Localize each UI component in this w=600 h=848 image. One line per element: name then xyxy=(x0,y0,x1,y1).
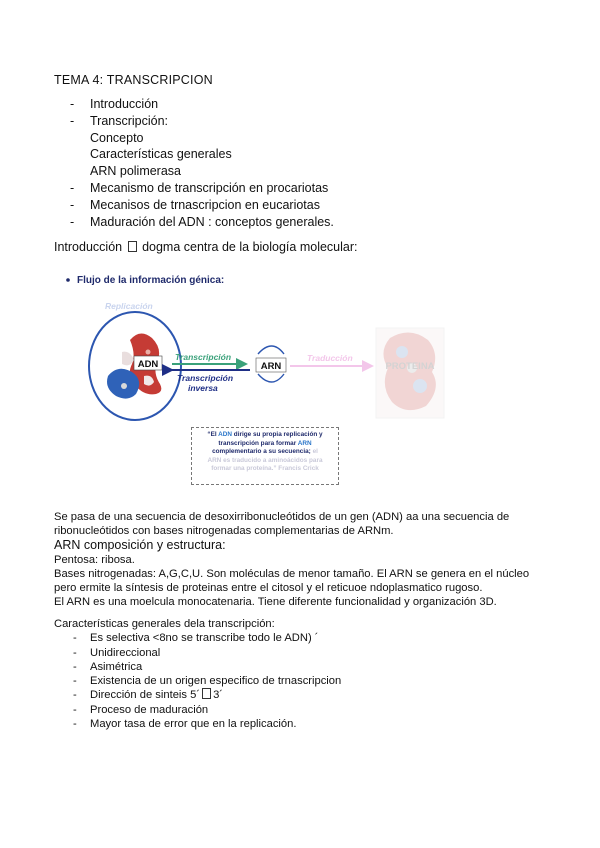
outline-item: - Maduración del ADN : conceptos generales. xyxy=(70,214,334,229)
label-transcripcion-inversa: Transcripción xyxy=(177,373,234,383)
intro-line: Introducción dogma centra de la biología molecular: xyxy=(54,240,358,254)
label-traduccion: Traducción xyxy=(307,353,353,363)
label-proteina: PROTEINA xyxy=(385,361,435,372)
section-heading: Características generales dela transcripción: xyxy=(54,618,275,630)
outline-item: - Introducción xyxy=(70,97,159,111)
crick-quote-box: “El ADN dirige su propia replicación y transcripción para formar ARN complementario a su secuencia; el ARN es traducido a aminoácidos para formar una proteína.” Francis Crick xyxy=(191,427,339,485)
list-item: - Unidireccional xyxy=(73,646,161,659)
list-item: - Es selectiva <8no se transcribe todo le ADN) ´ xyxy=(73,632,319,645)
label-inversa: inversa xyxy=(188,383,218,393)
missing-glyph-icon xyxy=(128,241,137,252)
outline-item: - Mecanismo de transcripción en procariotas xyxy=(70,180,329,195)
outline-item-text: Mecanisos de trnascripcion en eucariotas xyxy=(90,197,320,212)
body-line: El ARN es una moelcula monocatenaria. Tiene diferente funcionalidad y organización 3D. xyxy=(54,596,497,609)
topic-outline xyxy=(70,96,334,230)
outline-subitem xyxy=(70,163,334,180)
outline-item-text: ARN polimerasa xyxy=(90,164,182,179)
protein-molecule-icon xyxy=(376,328,444,418)
label-adn: ADN xyxy=(137,359,159,370)
outline-item: - Mecanisos de trnascripcion en eucariotas xyxy=(70,197,320,212)
body-line: Pentosa: ribosa. xyxy=(54,553,135,566)
label-transcripcion: Transcripción xyxy=(175,352,232,362)
section-heading: ARN composición y estructura: xyxy=(54,538,226,553)
label-replicacion: Replicación xyxy=(105,301,153,311)
outline-subitem xyxy=(70,146,334,163)
list-item: - Proceso de maduración xyxy=(73,703,209,716)
body-paragraphs xyxy=(54,510,554,609)
list-item: - Existencia de un origen especifico de trnascripcion xyxy=(73,675,342,688)
body-line: Se pasa de una secuencia de desoxirribonucleótidos de un gen (ADN) aa una secuencia de xyxy=(54,511,510,523)
outline-item-text: Transcripción: xyxy=(90,113,169,128)
outline-item-text: Introducción xyxy=(90,97,159,111)
figure-heading: Flujo de la información génica: xyxy=(77,275,225,286)
body-line: ribonucleótidos con bases nitrogenadas complementarias de ARNm. xyxy=(54,525,394,538)
outline-item: - Transcripción: xyxy=(70,113,169,128)
label-arn: ARN xyxy=(260,361,282,372)
arn-loop xyxy=(258,346,284,354)
outline-item-text: Características generales xyxy=(90,147,232,162)
gene-flow-figure xyxy=(60,268,460,493)
outline-item-text: Mecanismo de transcripción en procariotas xyxy=(90,180,329,195)
outline-item-text: Concepto xyxy=(90,130,144,145)
characteristics-section xyxy=(54,617,341,731)
outline-item-text: Maduración del ADN : conceptos generales. xyxy=(90,214,334,229)
list-item: - Mayor tasa de error que en la replicación. xyxy=(73,718,297,731)
list-item: - Dirección de sinteis 5´ 3´ xyxy=(73,689,224,702)
body-line: pero ermite la síntesis de proteinas entre el citosol y el reticuoe ndoplasmatico rugoso. xyxy=(54,582,483,595)
missing-glyph-icon xyxy=(202,688,211,699)
body-line: Bases nitrogenadas: A,G,C,U. Son moléculas de menor tamaño. El ARN se genera en el núcleo xyxy=(54,567,530,580)
bullet-icon xyxy=(66,278,70,282)
list-item: - Asimétrica xyxy=(73,660,143,673)
page-title: TEMA 4: TRANSCRIPCION xyxy=(54,73,213,87)
outline-subitem xyxy=(70,130,334,147)
